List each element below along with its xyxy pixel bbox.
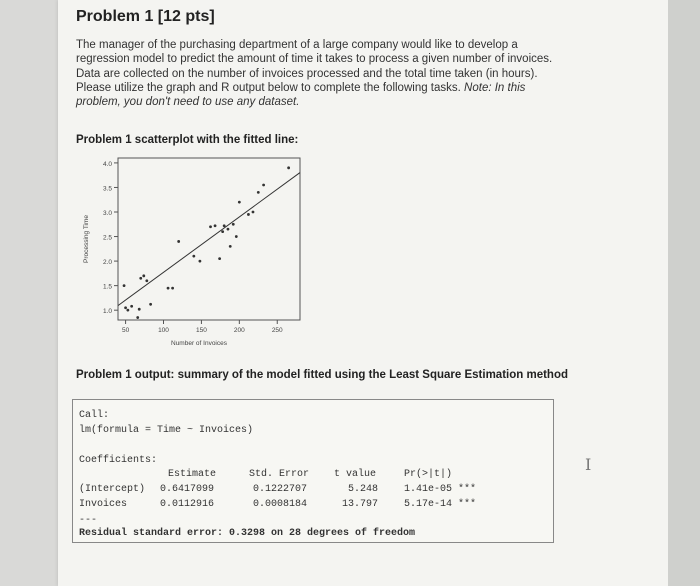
row-estimate: 0.0112916: [160, 499, 215, 510]
row-std-error: 0.1222707: [253, 484, 308, 495]
row-t-value: 5.248: [348, 484, 379, 495]
data-point: [124, 306, 127, 309]
header-p-value: Pr(>|t|): [404, 469, 453, 480]
header-t-value: t value: [334, 469, 377, 480]
row-t-value: 13.797: [342, 499, 379, 510]
right-margin: [668, 0, 700, 586]
row-name: Invoices: [79, 499, 128, 510]
x-tick-label: 250: [271, 327, 283, 334]
row-std-error: 0.0008184: [253, 499, 308, 510]
data-point: [136, 316, 139, 319]
data-point: [142, 274, 145, 277]
data-point: [218, 257, 221, 260]
paragraph-line: [76, 81, 596, 95]
separator: ---: [79, 515, 98, 526]
data-point: [252, 211, 255, 214]
y-axis-label: Processing Time: [83, 214, 90, 264]
paragraph-line: The manager of the purchasing department of a large company would like to develop a: [76, 39, 518, 51]
data-point: [192, 255, 195, 258]
note-text: Note: In this: [464, 81, 526, 94]
problem-title: Problem 1 [12 pts]: [76, 8, 215, 25]
data-point: [145, 279, 148, 282]
data-point: [247, 213, 250, 216]
data-point: [214, 224, 217, 227]
x-tick-label: 150: [195, 327, 207, 334]
data-point: [238, 201, 241, 204]
data-point: [257, 191, 260, 194]
data-point: [229, 245, 232, 248]
x-tick-label: 100: [158, 327, 169, 334]
data-point: [232, 223, 235, 226]
data-point: [221, 230, 224, 233]
output-section-title: Problem 1 output: summary of the model fitted using the Least Square Estimation method: [76, 369, 568, 381]
data-point: [139, 277, 142, 280]
data-point: [223, 224, 226, 227]
paragraph-line: Data are collected on the number of invoices processed and the total time taken (in hours).: [76, 67, 538, 80]
header-estimate: Estimate: [168, 469, 217, 480]
row-p-value: 5.17e-14 ***: [404, 499, 477, 510]
x-axis-label: Number of Invoices: [171, 340, 227, 347]
scatterplot-section-title: Problem 1 scatterplot with the fitted line:: [76, 134, 299, 146]
row-p-value: 1.41e-05 ***: [404, 484, 477, 495]
scatterplot: [78, 148, 308, 348]
y-tick-label: 1.0: [102, 308, 112, 316]
data-point: [126, 309, 129, 312]
data-point: [171, 287, 174, 290]
x-tick-label: 200: [233, 327, 245, 334]
residual-standard-error: Residual standard error: 0.3298 on 28 degrees of freedom: [79, 528, 416, 539]
call-label: Call:: [79, 410, 110, 421]
call-formula: lm(formula = Time ~ Invoices): [79, 425, 254, 436]
y-tick-label: 3.5: [102, 185, 112, 193]
data-point: [199, 260, 202, 263]
y-tick-label: 3.0: [102, 210, 112, 217]
header-std-error: Std. Error: [249, 469, 310, 480]
paragraph-line: regression model to predict the amount of time it takes to process a given number of invoices.: [76, 53, 553, 66]
data-point: [287, 166, 290, 169]
y-tick-label: 4.0: [102, 160, 112, 168]
data-point: [209, 225, 212, 228]
data-point: [235, 235, 238, 238]
data-point: [149, 303, 152, 306]
data-point: [177, 240, 180, 243]
fitted-line: [118, 173, 300, 306]
data-point: [227, 228, 230, 231]
y-tick-label: 2.0: [102, 259, 112, 267]
problem-description: [76, 38, 596, 109]
row-name: (Intercept): [79, 484, 146, 495]
y-tick-label: 1.5: [102, 283, 112, 291]
data-point: [123, 284, 126, 287]
data-point: [138, 308, 141, 311]
data-point: [167, 287, 170, 290]
row-estimate: 0.6417099: [160, 484, 215, 495]
data-point: [130, 305, 133, 308]
text-cursor-icon: I: [585, 455, 592, 474]
paragraph-line-text: Please utilize the graph and R output below to complete the following tasks.: [76, 81, 461, 94]
data-point: [262, 184, 265, 187]
x-tick-label: 50: [121, 327, 130, 334]
note-text-continued: problem, you don't need to use any dataset.: [76, 96, 300, 109]
coefficients-label: Coefficients:: [79, 455, 158, 466]
y-tick-label: 2.5: [102, 234, 112, 242]
r-output-box: [72, 399, 554, 543]
